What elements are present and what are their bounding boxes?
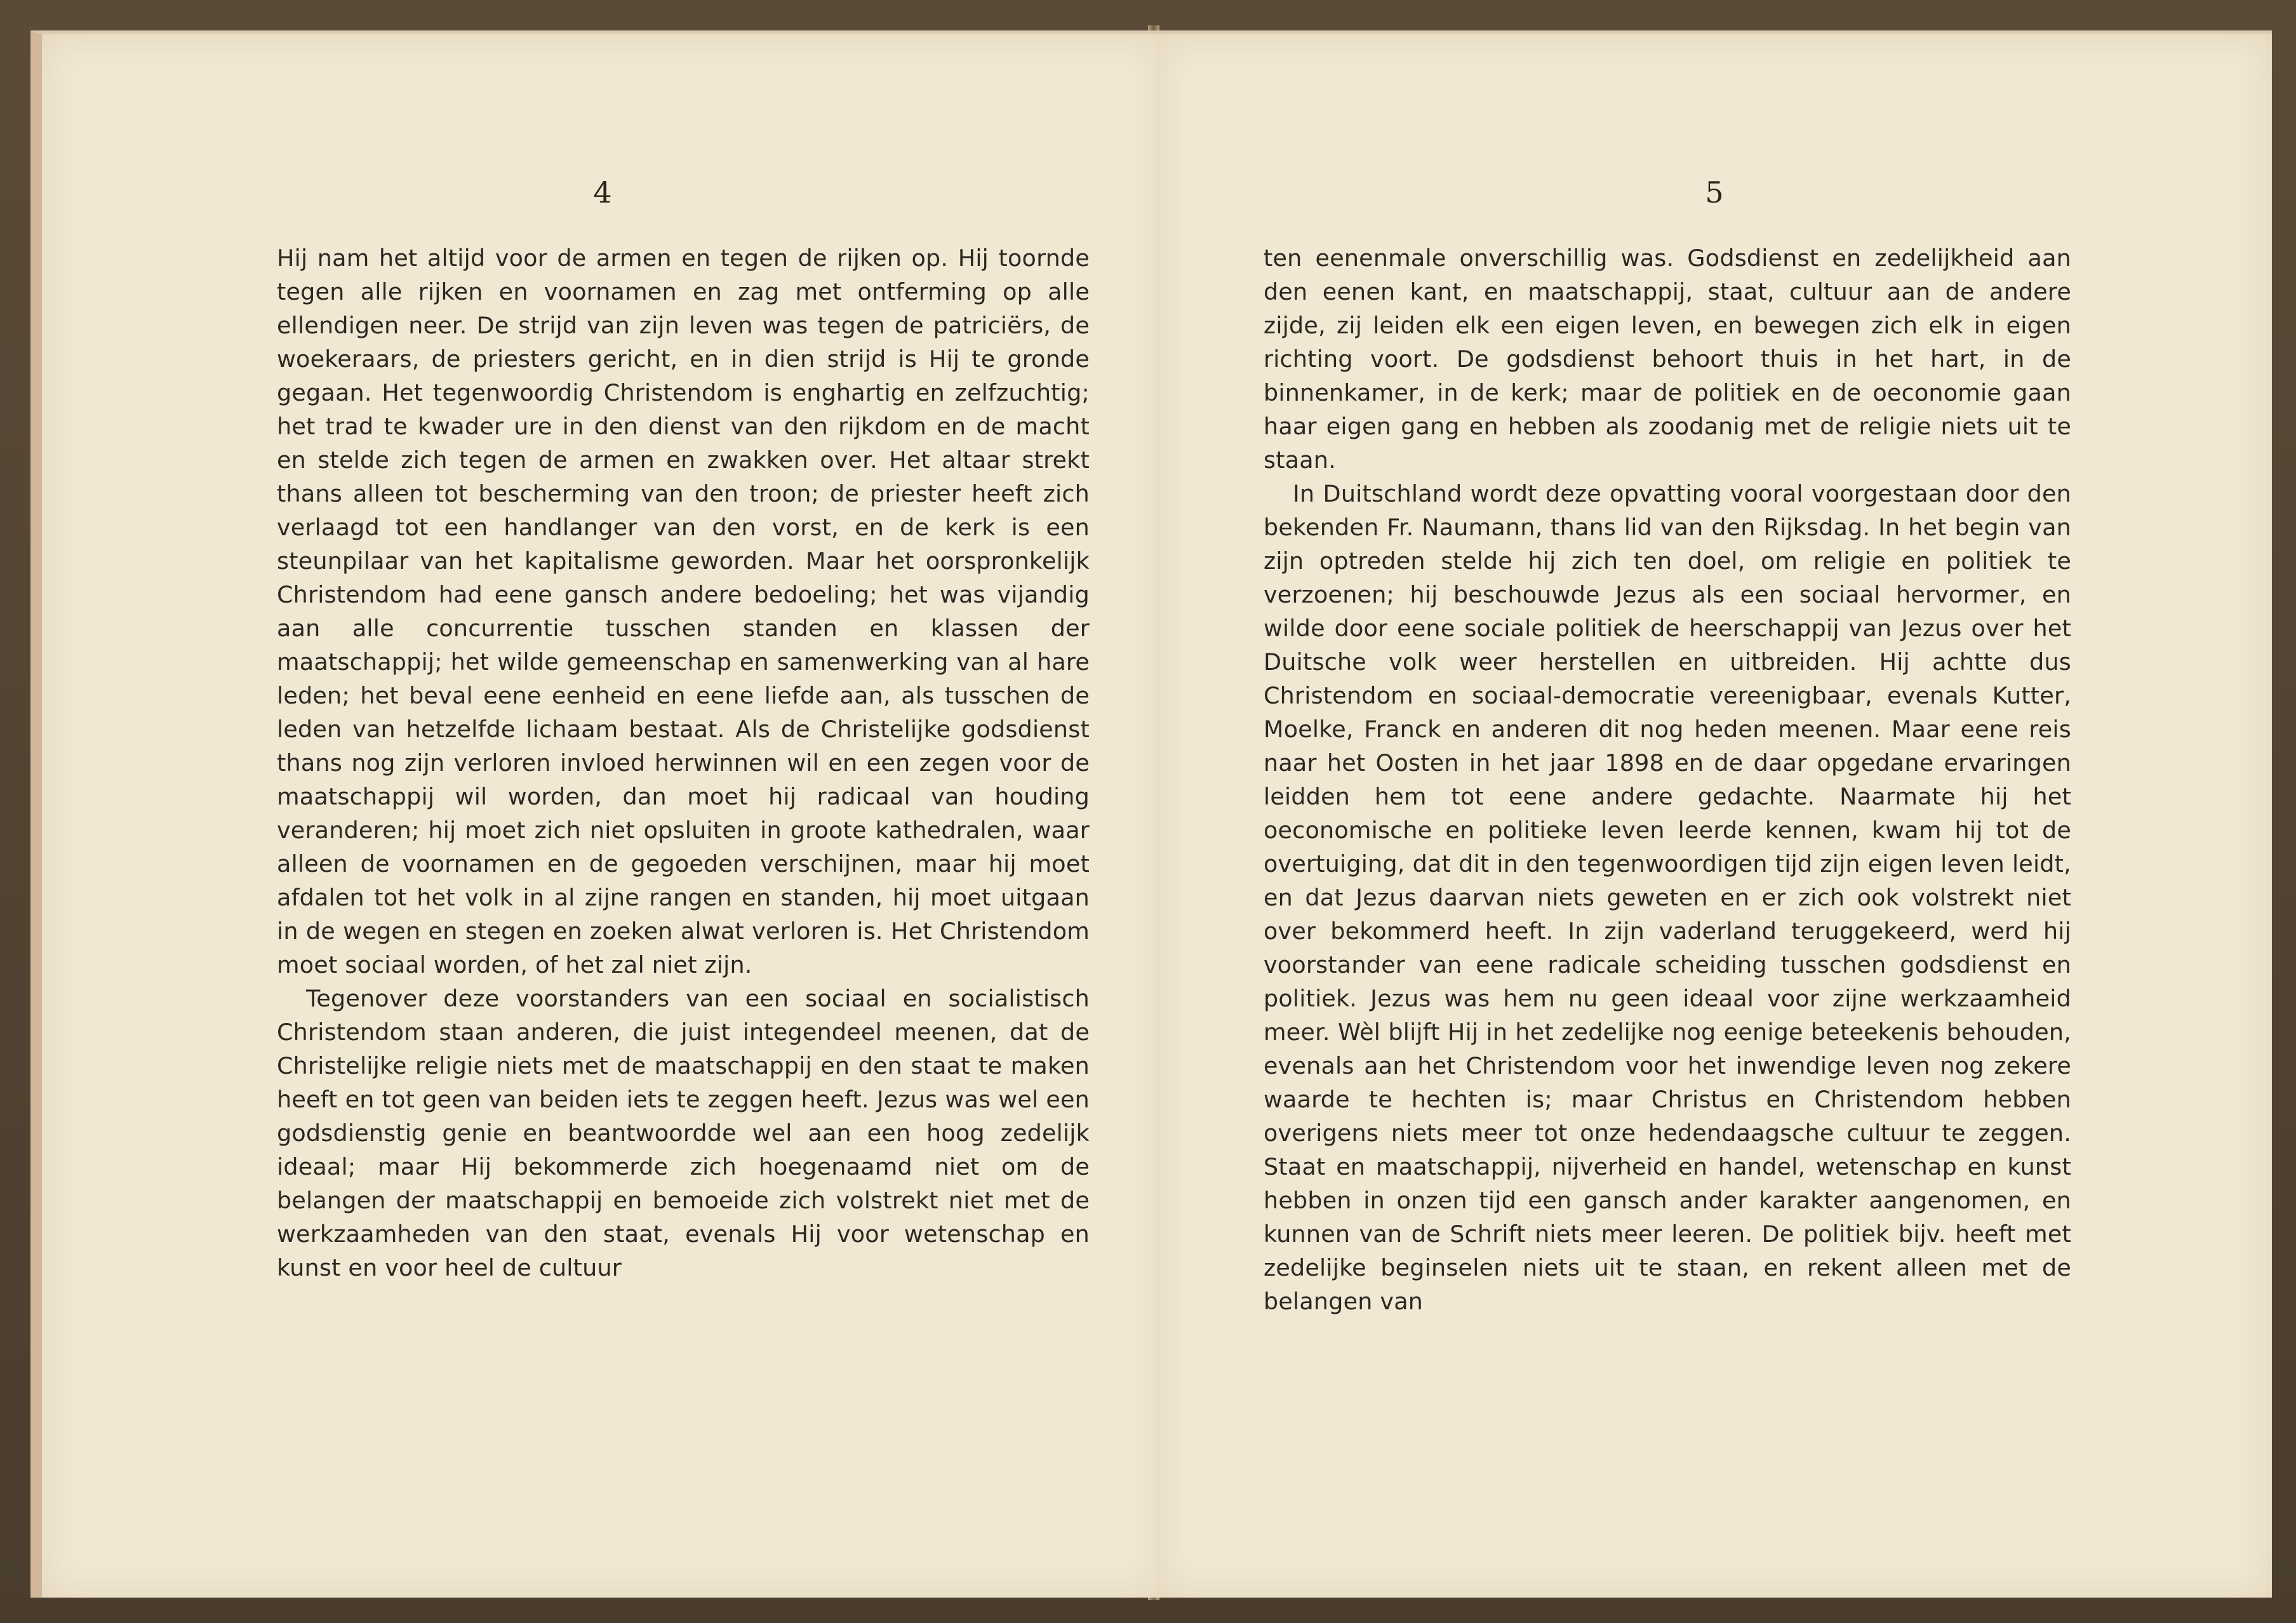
paragraph: Tegenover deze voorstanders van een sociaal en socialistisch Christendom staan anderen, die juist integendeel meenen, dat de Christelijke religie niets met de maatschappij en den staat te maken heeft en tot geen van beiden iets te zeggen heeft. Jezus was wel een godsdienstig genie en beantwoordde wel aan een hoog zedelijk ideaal; maar Hij bekommerde zich hoegenaamd niet om de belangen der maatschappij en bemoeide zich volstrekt niet met de werkzaamheden van den staat, evenals Hij voor wetenschap en kunst en voor heel de cultuur (277, 985, 1090, 1281)
page-number-left: 4 (593, 175, 612, 210)
paragraph: Hij nam het altijd voor de armen en tegen de rijken op. Hij toornde tegen alle rijken en voornamen en zag met ontferming op alle ellendigen neer. De strijd van zijn leven was tegen de patriciërs, de woekeraars, de priesters gericht, en in dien strijd is Hij te gronde gegaan. Het tegenwoordig Christendom is enghartig en zelfzuchtig; het trad te kwader ure in den dienst van den rijkdom en de macht en stelde zich tegen de armen en zwakken over. Het altaar strekt thans alleen tot bescherming van den troon; de priester heeft zich verlaagd tot een handlanger van den vorst, en de kerk is een steunpilaar van het kapitalisme geworden. Maar het oorspronkelijk Christendom had eene gansch andere bedoeling; het was vijandig aan alle concurrentie tusschen standen en klassen der maatschappij; het wilde gemeenschap en samenwerking van al hare leden; het beval eene eenheid en eene liefde aan, als tusschen de leden van hetzelfde lichaam bestaat. Als de Christelijke godsdienst thans nog zijn verloren invloed herwinnen wil en een zegen voor de maatschappij wil worden, dan moet hij radicaal van houding veranderen; hij moet zich niet opsluiten in groote kathedralen, waar alleen de voornamen en de gegoeden verschijnen, maar hij moet afdalen tot het volk in al zijne rangen en standen, hij moet uitgaan in de wegen en stegen en zoeken alwat verloren is. Het Christendom moet sociaal worden, of het zal niet zijn. (277, 244, 1090, 978)
paragraph: ten eenenmale onverschillig was. Godsdienst en zedelijkheid aan den eenen kant, en maatschappij, staat, cultuur aan de andere zijde, zij leiden elk een eigen leven, en bewegen zich elk in eigen richting voort. De godsdienst behoort thuis in het hart, in de binnenkamer, in de kerk; maar de politiek en de oeconomie gaan haar eigen gang en hebben als zoodanig met de religie niets uit te staan. (1264, 244, 2071, 474)
right-page (1157, 30, 2272, 1598)
left-page (30, 30, 1163, 1598)
page-number-right: 5 (1705, 175, 1724, 210)
paragraph: In Duitschland wordt deze opvatting vooral voorgestaan door den bekenden Fr. Naumann, thans lid van den Rijksdag. In het begin van zijn optreden stelde hij zich ten doel, om religie en politiek te verzoenen; hij beschouwde Jezus als een sociaal hervormer, en wilde door eene sociale politiek de heerschappij van Jezus over het Duitsche volk weer herstellen en uitbreiden. Hij achtte dus Christendom en sociaal-democratie vereenigbaar, evenals Kutter, Moelke, Franck en anderen dit nog heden meenen. Maar eene reis naar het Oosten in het jaar 1898 en de daar opgedane ervaringen leidden hem tot eene andere gedachte. Naarmate hij het oeconomische en politieke leven leerde kennen, kwam hij tot de overtuiging, dat dit in den tegenwoordigen tijd zijn eigen leven leidt, en dat Jezus daarvan niets geweten en er zich ook volstrekt niet over bekommerd heeft. In zijn vaderland teruggekeerd, werd hij voorstander van eene radicale scheiding tusschen godsdienst en politiek. Jezus was hem nu geen ideaal voor zijne werkzaamheid meer. Wèl blijft Hij in het zedelijke nog eenige beteekenis behouden, evenals aan het Christendom voor het inwendige leven nog zekere waarde te hechten is; maar Christus en Christendom hebben overigens niets meer tot onze hedendaagsche cultuur te zeggen. Staat en maatschappij, nijverheid en handel, wetenschap en kunst hebben in onzen tijd een gansch ander karakter aangenomen, en kunnen van de Schrift niets meer leeren. De politiek bijv. heeft met zedelijke beginselen niets uit te staan, en rekent alleen met de belangen van (1264, 480, 2071, 1315)
right-page-text (1264, 241, 2071, 1318)
left-page-text (277, 241, 1090, 1285)
